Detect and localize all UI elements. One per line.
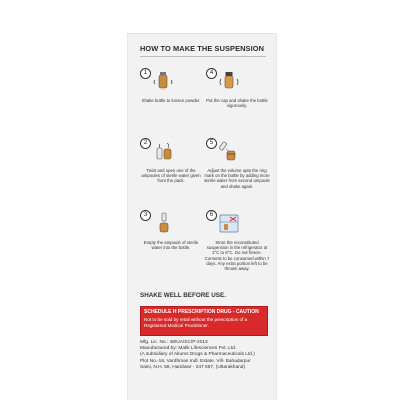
mfg-company: Manufactured by: Malik Lifesciences Pvt. Ltd.: [140, 346, 237, 352]
step-2: [138, 138, 204, 204]
ampoule-icon: [152, 140, 174, 162]
title-divider: [140, 56, 266, 57]
step-6: [204, 210, 270, 276]
step-caption: Shake bottle to loosen powder.: [141, 98, 201, 103]
step-number: 3: [140, 210, 151, 221]
prescription-warning-box: [140, 306, 268, 336]
shake-capped-bottle-icon: [218, 70, 240, 92]
step-caption: Put the cap and shake the bottle vigorously.: [206, 98, 268, 109]
step-number: 1: [140, 68, 151, 79]
step-caption: Adjust the volume upto the ring mark on the bottle by adding more sterile water from second ampoule and shake again.: [204, 168, 270, 189]
refrigerator-icon: [218, 212, 240, 234]
step-number: 6: [206, 210, 217, 221]
step-caption: Twist and open one of the ampoules of sterile water given from the pack.: [141, 168, 201, 184]
mfg-address-line1: Plot No.-16, Vardhman Indl. Estate, Vill- Bahadarpur: [140, 358, 251, 364]
pour-icon: [152, 212, 174, 234]
warning-body: Not to be sold by retail without the prescription of a Registered Medical Practitioner.: [144, 317, 248, 328]
mfg-subsidiary: (A subsidiary of Akums Drugs & Pharmaceuticals Ltd.): [140, 352, 255, 358]
step-4: [204, 68, 270, 134]
shake-bottle-icon: [152, 70, 174, 92]
step-number: 2: [140, 138, 151, 149]
step-number: 4: [206, 68, 217, 79]
step-caption: Empty the ampoule of sterile water into the bottle.: [143, 240, 199, 251]
mfg-address-line2: Saini, N.H. 58, Haridwar - 247 667, (Uttarakhand): [140, 364, 246, 370]
step-1: [138, 68, 204, 134]
page-title: HOW TO MAKE THE SUSPENSION: [140, 44, 265, 53]
step-3: [138, 210, 204, 276]
warning-heading: SCHEDULE H PRESCRIPTION DRUG - CAUTION: [144, 309, 259, 315]
step-5: [204, 138, 270, 204]
shake-well-notice: SHAKE WELL BEFORE USE.: [140, 292, 226, 299]
instruction-leaflet: [128, 34, 276, 400]
mfg-license: Mfg. Lic. No.: 48/UA/SC/P-2013: [140, 340, 208, 345]
manufacturer-info: [140, 340, 270, 371]
step-number: 5: [206, 138, 217, 149]
step-caption: Store the reconstituted suspension in the refrigerator at 2°C to 8°C. Do not freeze. Contents to be consumed within 7 days. Any extra portion left to be thrown away.: [204, 240, 270, 272]
ampoule-pour-icon: [218, 140, 240, 162]
